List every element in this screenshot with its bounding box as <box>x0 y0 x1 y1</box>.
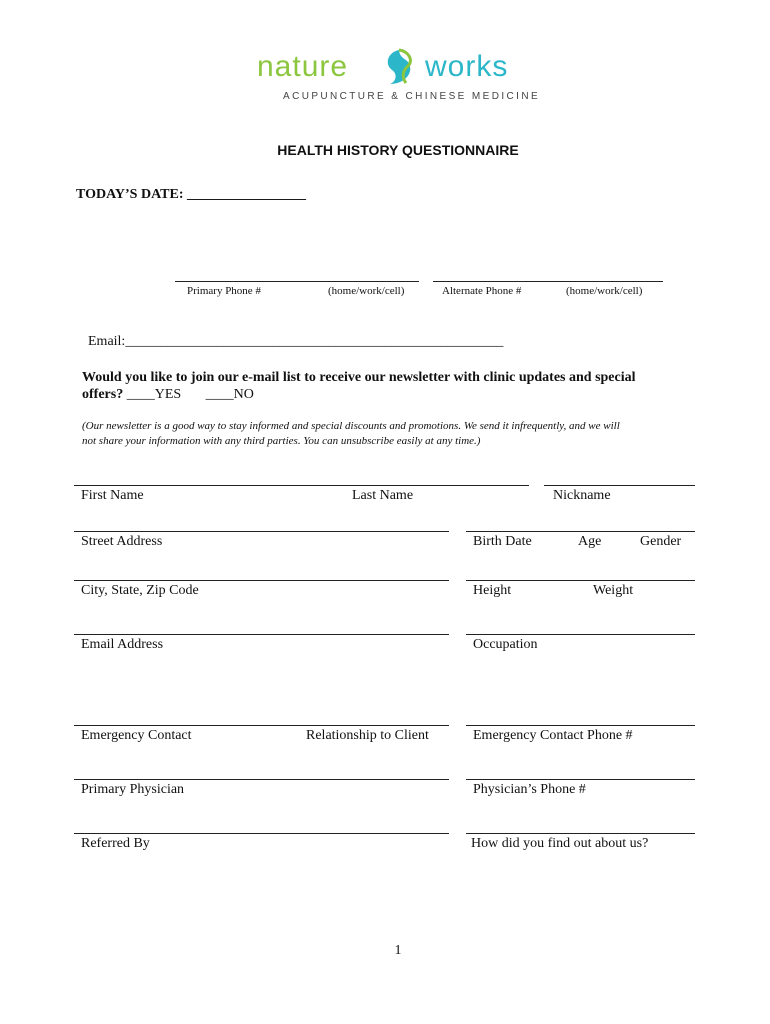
emergency-phone-line[interactable] <box>466 725 695 726</box>
newsletter-question-line1: Would you like to join our e-mail list to receive our newsletter with clinic updates and special <box>82 370 636 385</box>
logo <box>255 46 545 106</box>
gender-label: Gender <box>640 534 682 549</box>
page-number: 1 <box>394 943 402 958</box>
emergency-contact-line[interactable] <box>74 725 449 726</box>
email-field[interactable]: Email:______________________________________________________ <box>88 334 504 349</box>
weight-label: Weight <box>593 583 634 598</box>
how-found-line[interactable] <box>466 833 695 834</box>
logo-word-works: works <box>425 50 509 83</box>
nickname-line[interactable] <box>544 485 695 486</box>
city-state-zip-label: City, State, Zip Code <box>81 583 199 598</box>
height-label: Height <box>473 583 512 598</box>
newsletter-no-option[interactable]: ____NO <box>205 387 254 402</box>
alternate-phone-line[interactable] <box>433 281 663 282</box>
physician-phone-label: Physician’s Phone # <box>473 782 586 797</box>
primary-phone-type: (home/work/cell) <box>328 285 405 297</box>
email-address-label: Email Address <box>81 637 164 652</box>
name-line[interactable] <box>74 485 529 486</box>
emergency-phone-label: Emergency Contact Phone # <box>473 728 633 743</box>
logo-mark-icon <box>382 48 416 86</box>
primary-physician-line[interactable] <box>74 779 449 780</box>
alternate-phone-label: Alternate Phone # <box>442 285 522 297</box>
referred-by-line[interactable] <box>74 833 449 834</box>
last-name-label: Last Name <box>352 488 414 503</box>
newsletter-note-line2: not share your information with any third parties. You can unsubscribe easily at any time.) <box>82 435 481 447</box>
how-found-label: How did you find out about us? <box>471 836 649 851</box>
referred-by-label: Referred By <box>81 836 150 851</box>
age-label: Age <box>578 534 602 549</box>
occupation-line[interactable] <box>466 634 695 635</box>
todays-date-field[interactable]: TODAY’S DATE: _________________ <box>76 187 306 202</box>
newsletter-question-offers: offers? <box>82 387 127 402</box>
newsletter-yes-option[interactable]: ____YES <box>126 387 182 402</box>
nickname-label: Nickname <box>553 488 611 503</box>
city-state-zip-line[interactable] <box>74 580 449 581</box>
logo-tagline: ACUPUNCTURE & CHINESE MEDICINE <box>283 91 541 102</box>
street-address-line[interactable] <box>74 531 449 532</box>
page-title: HEALTH HISTORY QUESTIONNAIRE <box>277 142 519 158</box>
occupation-label: Occupation <box>473 637 538 652</box>
height-weight-line[interactable] <box>466 580 695 581</box>
relationship-label: Relationship to Client <box>306 728 429 743</box>
emergency-contact-label: Emergency Contact <box>81 728 192 743</box>
primary-phone-line[interactable] <box>175 281 419 282</box>
birth-date-label: Birth Date <box>473 534 532 549</box>
physician-phone-line[interactable] <box>466 779 695 780</box>
primary-phone-label: Primary Phone # <box>187 285 261 297</box>
newsletter-note-line1: (Our newsletter is a good way to stay informed and special discounts and promotions. We send it infrequently, and we will <box>82 420 620 432</box>
street-address-label: Street Address <box>81 534 163 549</box>
newsletter-question-line2 <box>82 387 254 403</box>
birth-age-gender-line[interactable] <box>466 531 695 532</box>
first-name-label: First Name <box>81 488 144 503</box>
logo-word-nature: nature <box>257 50 349 83</box>
email-address-line[interactable] <box>74 634 449 635</box>
primary-physician-label: Primary Physician <box>81 782 185 797</box>
alternate-phone-type: (home/work/cell) <box>566 285 643 297</box>
